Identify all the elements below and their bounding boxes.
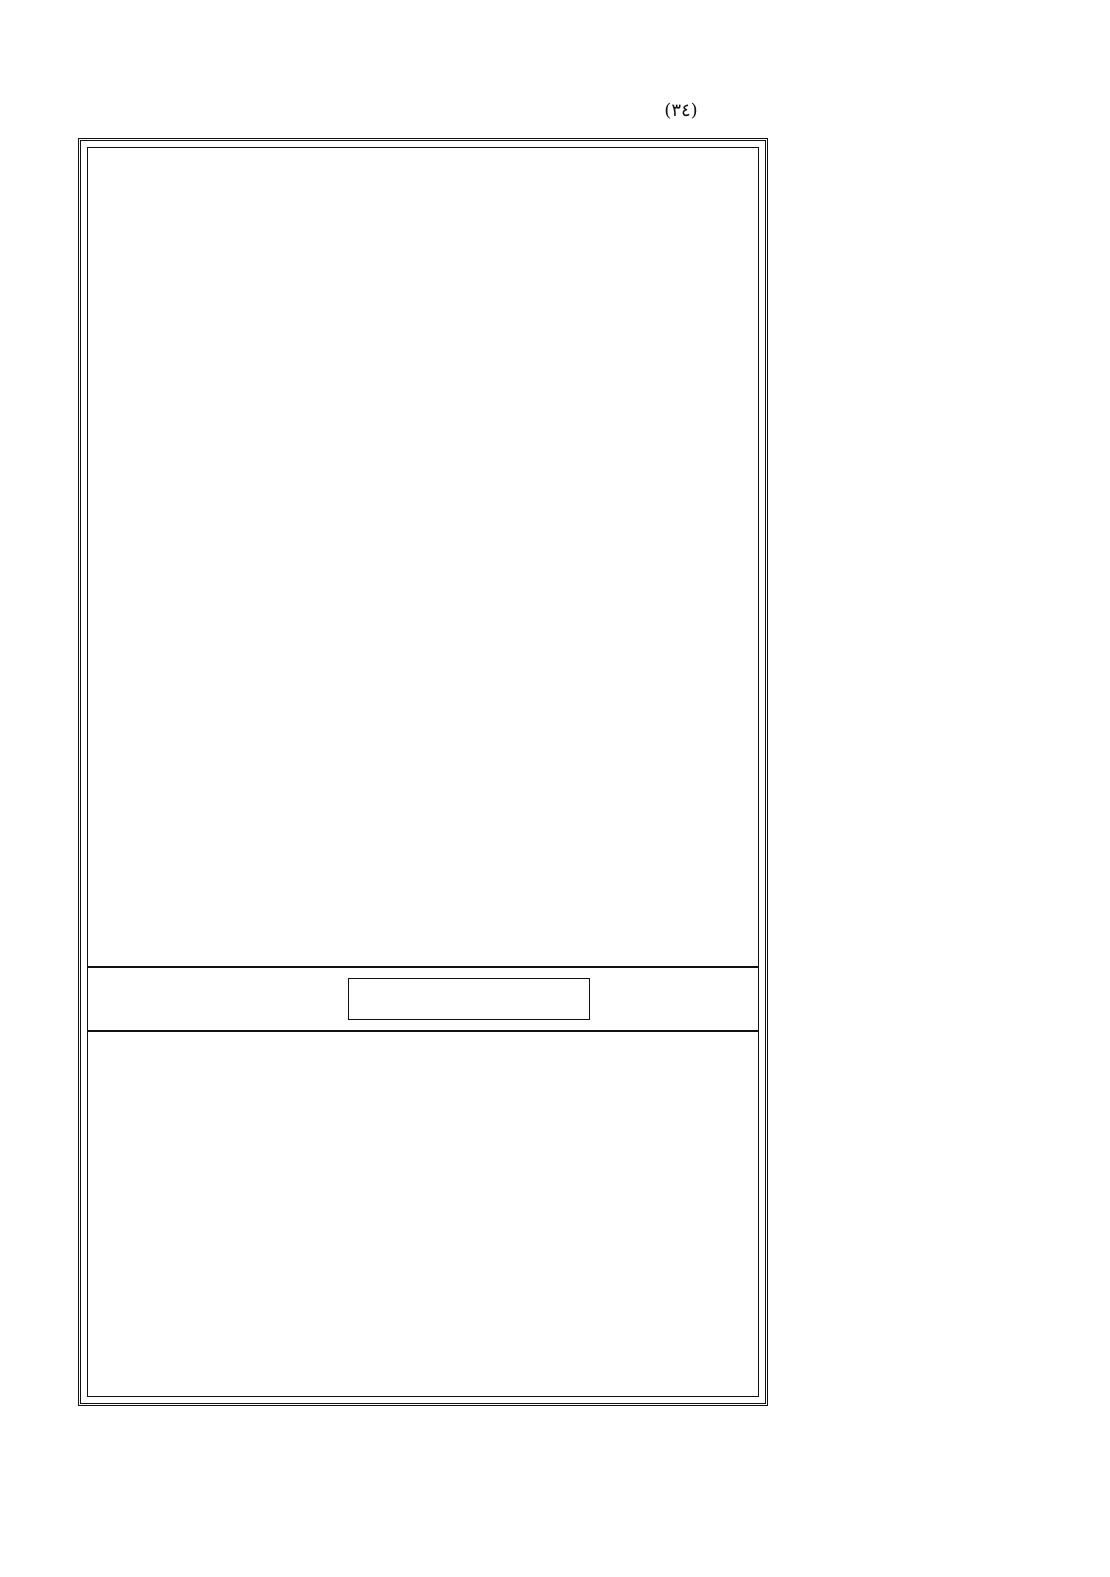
- side-commentary-line: [810, 708, 1072, 738]
- side-commentary-line: [810, 678, 1072, 708]
- main-text-line: [104, 282, 742, 313]
- side-commentary-line: [810, 768, 1072, 798]
- side-commentary-line: [810, 1194, 1072, 1224]
- chapter-text-line: [104, 1292, 742, 1323]
- side-commentary-line: [810, 648, 1072, 678]
- side-commentary: [810, 138, 1072, 1406]
- main-text-line: [104, 902, 742, 933]
- side-commentary-line: [810, 348, 1072, 378]
- main-text-inner-border: [87, 147, 759, 1397]
- side-commentary-line: [810, 408, 1072, 438]
- chapter-text-line: [104, 1137, 742, 1168]
- side-commentary-line: [810, 1014, 1072, 1044]
- main-body-text: [104, 158, 742, 948]
- side-commentary-line: [810, 1074, 1072, 1104]
- side-commentary-line: [810, 438, 1072, 468]
- main-text-line: [104, 561, 742, 592]
- footer-line-1: [58, 1412, 1048, 1442]
- side-commentary-line: [810, 468, 1072, 498]
- side-commentary-top: [810, 138, 1072, 888]
- side-commentary-line: [810, 924, 1072, 954]
- main-text-line: [104, 468, 742, 499]
- main-text-line: [104, 251, 742, 282]
- chapter-text-line: [104, 1168, 742, 1199]
- chapter-text-line: [104, 1044, 742, 1075]
- side-commentary-line: [810, 168, 1072, 198]
- side-commentary-line: [810, 798, 1072, 828]
- chapter-title: [348, 978, 590, 1020]
- chapter-text-line: [104, 1230, 742, 1261]
- side-commentary-line: [810, 528, 1072, 558]
- chapter-text-line: [104, 1199, 742, 1230]
- main-text-line: [104, 778, 742, 809]
- side-commentary-line: [810, 738, 1072, 768]
- page-number: (٣٤): [664, 100, 698, 121]
- main-text-line: [104, 623, 742, 654]
- main-text-line: [104, 871, 742, 902]
- main-text-line: [104, 747, 742, 778]
- main-text-line: [104, 530, 742, 561]
- chapter-separator-top: [88, 966, 758, 968]
- side-commentary-line: [810, 498, 1072, 528]
- side-commentary-line: [810, 858, 1072, 888]
- main-text-line: [104, 437, 742, 468]
- side-commentary-bottom: [810, 894, 1072, 1224]
- main-text-line: [104, 344, 742, 375]
- chapter-text-line: [104, 1323, 742, 1354]
- main-text-line: [104, 375, 742, 406]
- main-text-line: [104, 654, 742, 685]
- main-text-line: [104, 499, 742, 530]
- side-commentary-line: [810, 198, 1072, 228]
- main-text-line: [104, 809, 742, 840]
- side-commentary-column: [810, 138, 1072, 1224]
- side-commentary-line: [810, 618, 1072, 648]
- main-text-line: [104, 685, 742, 716]
- side-commentary-line: [810, 318, 1072, 348]
- chapter-body-text: [104, 1044, 742, 1384]
- main-text-line: [104, 716, 742, 747]
- header-line-1: [58, 62, 1048, 92]
- main-text-line: [104, 158, 742, 189]
- side-commentary-line: [810, 1134, 1072, 1164]
- side-commentary-line: [810, 954, 1072, 984]
- side-commentary-line: [810, 1104, 1072, 1134]
- side-commentary-line: [810, 984, 1072, 1014]
- side-commentary-line: [810, 138, 1072, 168]
- main-text-line: [104, 189, 742, 220]
- chapter-text-line: [104, 1261, 742, 1292]
- side-commentary-line: [810, 558, 1072, 588]
- chapter-text-line: [104, 1106, 742, 1137]
- main-text-line: [104, 840, 742, 871]
- side-commentary-line: [810, 588, 1072, 618]
- side-commentary-line: [810, 288, 1072, 318]
- side-commentary-line: [810, 828, 1072, 858]
- main-text-line: [104, 313, 742, 344]
- main-text-line: [104, 406, 742, 437]
- main-text-line: [104, 220, 742, 251]
- main-text-frame: [78, 138, 768, 1406]
- side-commentary-line: [810, 1164, 1072, 1194]
- side-commentary-line: [810, 228, 1072, 258]
- chapter-text-line: [104, 1075, 742, 1106]
- side-commentary-line: [810, 894, 1072, 924]
- side-commentary-line: [810, 378, 1072, 408]
- side-commentary-line: [810, 1044, 1072, 1074]
- footer-line-2: [58, 1446, 1048, 1476]
- main-text-line: [104, 592, 742, 623]
- chapter-separator-bottom: [88, 1030, 758, 1032]
- side-commentary-line: [810, 258, 1072, 288]
- header-line-2: [58, 96, 1048, 126]
